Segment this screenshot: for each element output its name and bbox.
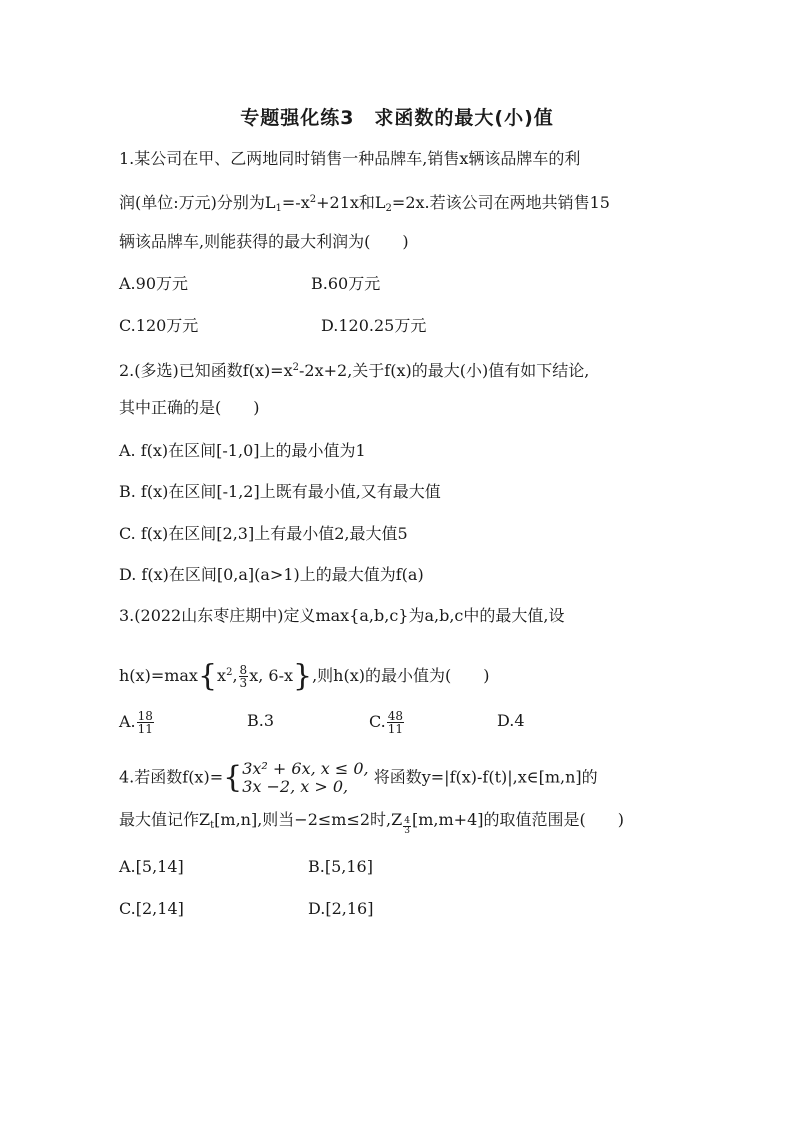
q4-subscript-numerator: 4 xyxy=(404,816,410,826)
q1-line2-text-d: =2x.若该公司在两地共销售15 xyxy=(391,193,610,212)
q3-option-a xyxy=(119,710,155,735)
q3-option-c-fraction xyxy=(387,710,404,735)
q4-line1-text-b: 将函数y=|f(x)-f(t)|,x∈[m,n]的 xyxy=(373,767,598,787)
q4-option-b: B.[5,16] xyxy=(308,857,373,876)
q1-option-a: A.90万元 xyxy=(119,274,189,293)
q2-option-a: A. f(x)在区间[-1,0]上的最小值为1 xyxy=(119,441,366,460)
q3-superscript: 2 xyxy=(226,667,233,678)
q1-superscript: 2 xyxy=(309,194,317,205)
q3-x-term: x xyxy=(217,666,227,685)
q3-right-brace: } xyxy=(293,658,313,694)
q3-max-label: h(x)=max xyxy=(119,666,198,685)
q1-line2-text-a: 润(单位:万元)分别为L xyxy=(119,193,276,212)
q4-option-d: D.[2,16] xyxy=(308,899,374,918)
q1-option-c: C.120万元 xyxy=(119,316,199,335)
q3-option-a-denominator: 11 xyxy=(137,722,153,736)
q3-terms: x, 6-x xyxy=(249,666,293,685)
q3-fraction-numerator: 8 xyxy=(239,663,248,677)
q3-option-d: D.4 xyxy=(497,711,525,730)
q4-piecewise-cases xyxy=(242,760,368,796)
q1-option-b: B.60万元 xyxy=(311,274,381,293)
q1-subscript-2: 2 xyxy=(385,203,392,214)
q4-case-1: 3x² + 6x, x ≤ 0, xyxy=(242,759,369,778)
q2-superscript: 2 xyxy=(292,362,299,373)
q2-line1-text-a: 2.(多选)已知函数f(x)=x xyxy=(119,361,293,380)
q2-option-c: C. f(x)在区间[2,3]上有最小值2,最大值5 xyxy=(119,524,408,543)
q4-line1-text-a: 4.若函数f(x)= xyxy=(119,767,224,787)
q3-fraction-denominator: 3 xyxy=(239,676,248,690)
q4-line2-text-c: [m,m+4]的取值范围是( ) xyxy=(411,810,624,829)
q3-option-c-denominator: 11 xyxy=(387,722,404,736)
q4-case-2: 3x −2, x > 0, xyxy=(242,777,349,796)
q3-option-a-numerator: 18 xyxy=(137,709,153,723)
q4-line2-text-a: 最大值记作Z xyxy=(119,810,211,829)
q1-line2 xyxy=(119,189,610,220)
q2-line1 xyxy=(119,357,589,382)
q3-left-brace: { xyxy=(197,658,218,694)
q3-option-a-fraction xyxy=(137,710,154,735)
q1-subscript-1: 1 xyxy=(275,203,282,214)
q4-line2 xyxy=(119,809,624,837)
q4-subscript-denominator: 3 xyxy=(404,826,410,836)
q1-line3: 辆该品牌车,则能获得的最大利润为( ) xyxy=(119,232,409,251)
q3-line2 xyxy=(119,658,490,694)
q1-line1: 1.某公司在甲、乙两地同时销售一种品牌车,销售x辆该品牌车的利 xyxy=(119,149,581,168)
q3-option-c-label: C. xyxy=(369,712,386,731)
q2-line1-text-b: -2x+2,关于f(x)的最大(小)值有如下结论, xyxy=(299,361,590,380)
page-title: 专题强化练3 求函数的最大(小)值 xyxy=(240,107,554,129)
q3-fraction xyxy=(239,664,249,689)
q2-option-b: B. f(x)在区间[-1,2]上既有最小值,又有最大值 xyxy=(119,482,441,501)
q3-comma: , xyxy=(232,666,238,685)
q3-option-a-label: A. xyxy=(119,712,136,731)
q4-option-c: C.[2,14] xyxy=(119,899,184,918)
q4-subscript-t: t xyxy=(210,820,215,831)
q4-subscript-fraction xyxy=(403,817,411,836)
q1-option-d: D.120.25万元 xyxy=(321,316,427,335)
q2-line2: 其中正确的是( ) xyxy=(119,398,260,417)
q3-line1: 3.(2022山东枣庄期中)定义max{a,b,c}为a,b,c中的最大值,设 xyxy=(119,606,565,625)
q1-line2-text-c: +21x和L xyxy=(316,193,386,212)
q3-option-c xyxy=(369,710,405,735)
q1-line2-text-b: =-x xyxy=(281,193,310,212)
q4-line1 xyxy=(119,760,598,796)
q4-cases-brace: { xyxy=(223,760,243,795)
q3-option-b: B.3 xyxy=(247,711,275,730)
q4-line2-text-b: [m,n],则当−2≤m≤2时,Z xyxy=(214,810,403,829)
q3-option-c-numerator: 48 xyxy=(387,709,404,723)
q4-option-a: A.[5,14] xyxy=(119,857,184,876)
q2-option-d: D. f(x)在区间[0,a](a>1)上的最大值为f(a) xyxy=(119,565,424,584)
q3-line2-text-e: ,则h(x)的最小值为( ) xyxy=(312,666,490,685)
